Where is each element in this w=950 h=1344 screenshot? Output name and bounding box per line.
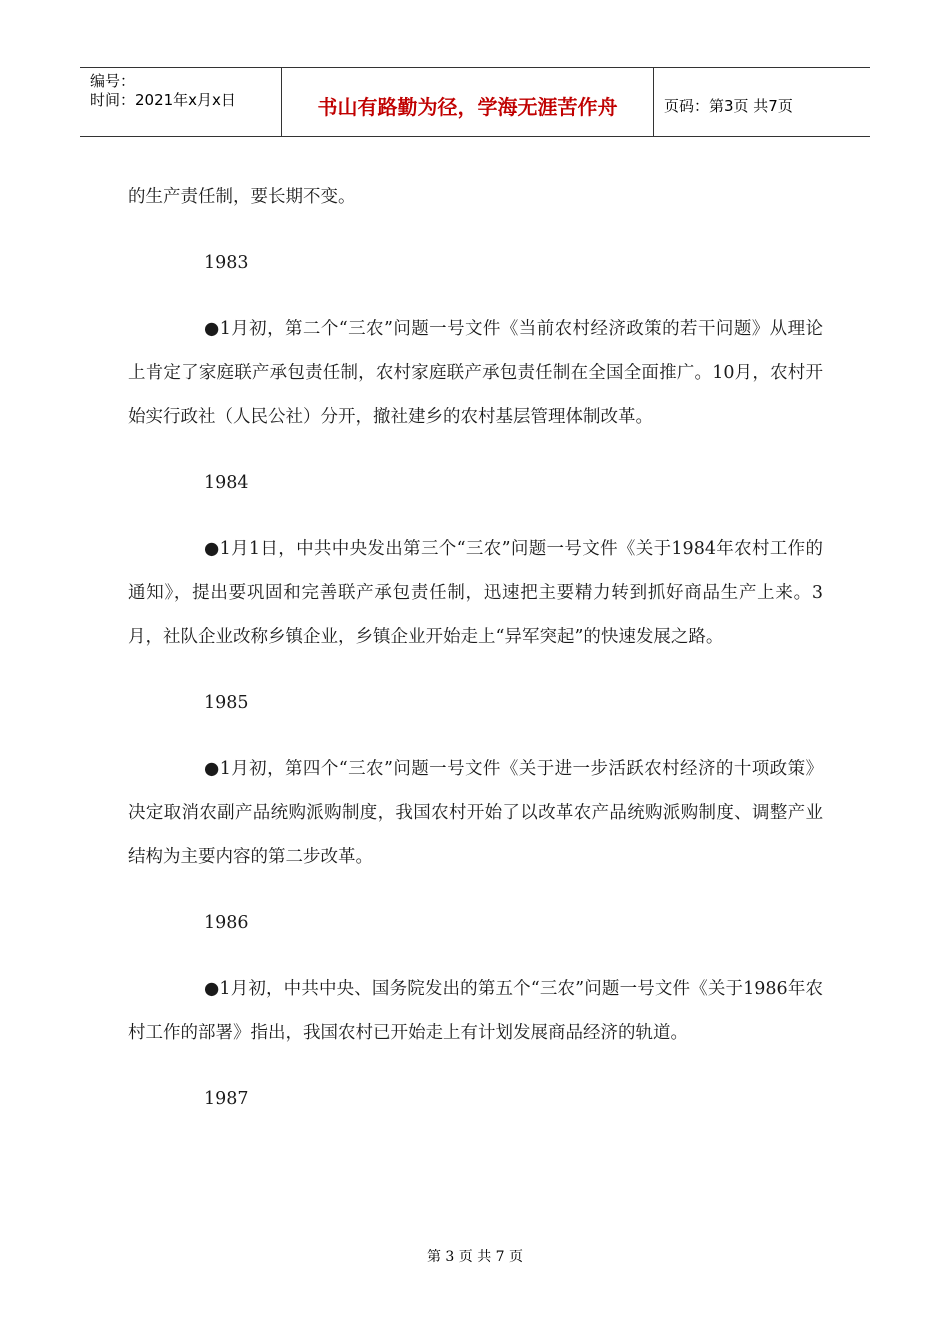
page-footer: 第 3 页 共 7 页 [426,1249,524,1265]
header-page-number: 页码：第3页 共7页 [664,96,793,115]
header-meta [80,68,282,136]
paragraph-continued: 的生产责任制，要长期不变。 [128,187,356,207]
paragraph-1986: ●1月初，中共中央、国务院发出的第五个“三农”问题一号文件《关于1986年农村工作的部署》指出，我国农村已开始走上有计划发展商品经济的轨道。 [128,979,823,1043]
paragraph-1983: ●1月初，第二个“三农”问题一号文件《当前农村经济政策的若干问题》从理论上肯定了家庭联产承包责任制，农村家庭联产承包责任制在全国全面推广。10月，农村开始实行政社（人民公社）分开，撤社建乡的农村基层管理体制改革。 [128,319,823,427]
year-heading-1983: 1983 [204,253,249,273]
time-label: 时间：2021年x月x日 [90,91,236,109]
paragraph-1984: ●1月1日，中共中央发出第三个“三农”问题一号文件《关于1984年农村工作的通知》，提出要巩固和完善联产承包责任制，迅速把主要精力转到抓好商品生产上来。3月，社队企业改称乡镇企业，乡镇企业开始走上“异军突起”的快速发展之路。 [128,539,823,647]
year-heading-1984: 1984 [204,473,249,493]
year-heading-1986: 1986 [204,913,249,933]
header-motto: 书山有路勤为径，学海无涯苦作舟 [282,68,654,136]
document-body [128,175,823,1121]
page-header [80,67,870,137]
serial-label: 编号： [90,72,136,90]
year-heading-1985: 1985 [204,693,249,713]
paragraph-1985: ●1月初，第四个“三农”问题一号文件《关于进一步活跃农村经济的十项政策》决定取消农副产品统购派购制度，我国农村开始了以改革农产品统购派购制度、调整产业结构为主要内容的第二步改革。 [128,759,823,867]
year-heading-1987: 1987 [204,1089,249,1109]
